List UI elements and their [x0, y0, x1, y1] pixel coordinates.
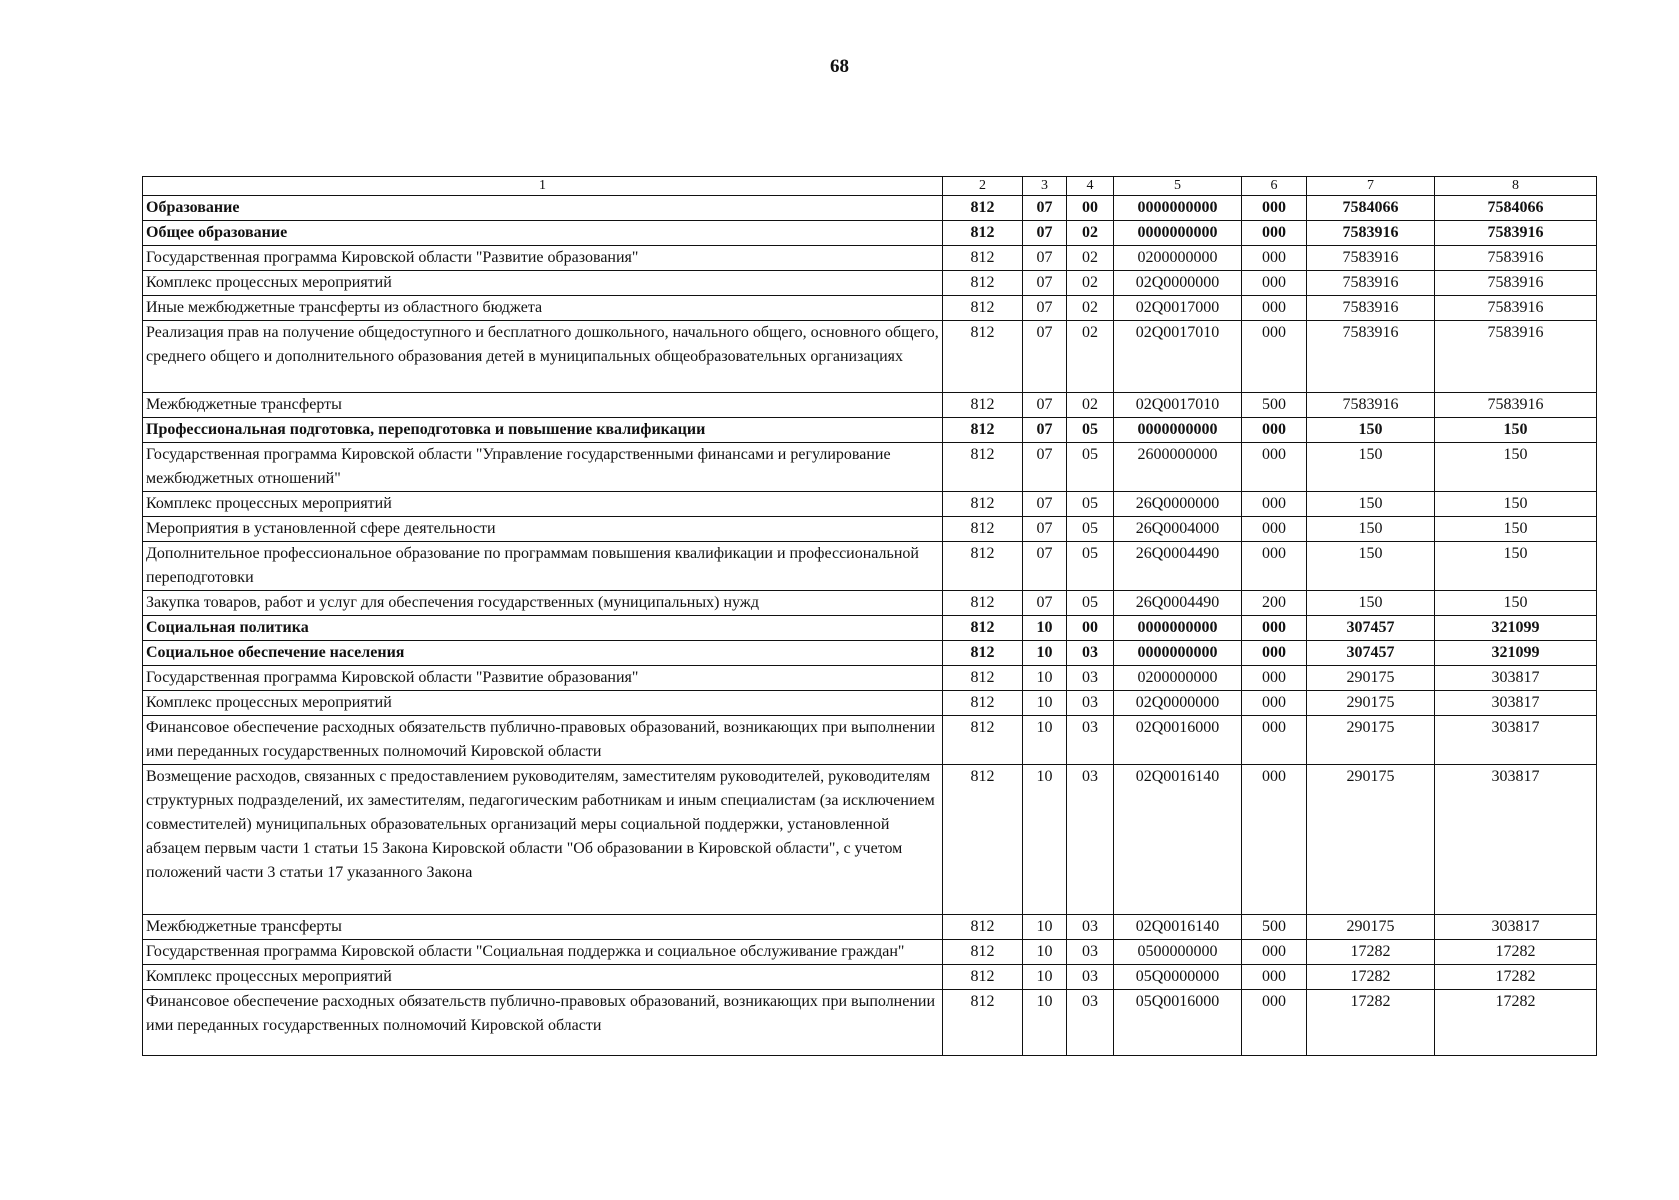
- section-cell: 07: [1023, 591, 1067, 616]
- name-cell: Государственная программа Кировской области "Развитие образования": [143, 246, 943, 271]
- target-article-cell: 0000000000: [1114, 221, 1242, 246]
- target-article-cell: 0000000000: [1114, 641, 1242, 666]
- subsection-cell: 05: [1067, 542, 1114, 591]
- amount-year2-cell: 321099: [1435, 616, 1597, 641]
- amount-year2-cell: 303817: [1435, 765, 1597, 915]
- subsection-cell: 02: [1067, 271, 1114, 296]
- target-article-cell: 26Q0000000: [1114, 492, 1242, 517]
- header-cell: 6: [1242, 177, 1307, 196]
- amount-year1-cell: 290175: [1307, 716, 1435, 765]
- amount-year1-cell: 150: [1307, 591, 1435, 616]
- name-cell: Закупка товаров, работ и услуг для обеспечения государственных (муниципальных) нужд: [143, 591, 943, 616]
- section-cell: 07: [1023, 296, 1067, 321]
- amount-year1-cell: 7583916: [1307, 221, 1435, 246]
- header-cell: 4: [1067, 177, 1114, 196]
- amount-year2-cell: 303817: [1435, 666, 1597, 691]
- target-article-cell: 2600000000: [1114, 443, 1242, 492]
- name-cell: Дополнительное профессиональное образование по программам повышения квалификации и профессиональной переподготовки: [143, 542, 943, 591]
- target-article-cell: 0500000000: [1114, 940, 1242, 965]
- expense-type-cell: 500: [1242, 393, 1307, 418]
- table-row: [143, 321, 1597, 393]
- ministry-code-cell: 812: [943, 443, 1023, 492]
- name-cell: Иные межбюджетные трансферты из областного бюджета: [143, 296, 943, 321]
- target-article-cell: 26Q0004490: [1114, 542, 1242, 591]
- subsection-cell: 03: [1067, 716, 1114, 765]
- target-article-cell: 02Q0016140: [1114, 765, 1242, 915]
- section-cell: 10: [1023, 641, 1067, 666]
- subsection-cell: 03: [1067, 940, 1114, 965]
- ministry-code-cell: 812: [943, 641, 1023, 666]
- target-article-cell: 0200000000: [1114, 666, 1242, 691]
- name-cell: Государственная программа Кировской области "Социальная поддержка и социальное обслуживание граждан": [143, 940, 943, 965]
- amount-year1-cell: 150: [1307, 418, 1435, 443]
- ministry-code-cell: 812: [943, 221, 1023, 246]
- header-cell: 3: [1023, 177, 1067, 196]
- expense-type-cell: 000: [1242, 965, 1307, 990]
- ministry-code-cell: 812: [943, 765, 1023, 915]
- subsection-cell: 03: [1067, 990, 1114, 1056]
- amount-year1-cell: 290175: [1307, 915, 1435, 940]
- amount-year2-cell: 150: [1435, 517, 1597, 542]
- section-cell: 07: [1023, 517, 1067, 542]
- ministry-code-cell: 812: [943, 418, 1023, 443]
- ministry-code-cell: 812: [943, 591, 1023, 616]
- target-article-cell: 0200000000: [1114, 246, 1242, 271]
- target-article-cell: 0000000000: [1114, 616, 1242, 641]
- subsection-cell: 02: [1067, 296, 1114, 321]
- amount-year2-cell: 7583916: [1435, 393, 1597, 418]
- name-cell: Межбюджетные трансферты: [143, 393, 943, 418]
- header-row: [143, 177, 1597, 196]
- subsection-cell: 02: [1067, 221, 1114, 246]
- amount-year1-cell: 7583916: [1307, 246, 1435, 271]
- amount-year2-cell: 150: [1435, 418, 1597, 443]
- table-row: [143, 517, 1597, 542]
- table-row: [143, 196, 1597, 221]
- name-cell: Мероприятия в установленной сфере деятельности: [143, 517, 943, 542]
- section-cell: 10: [1023, 965, 1067, 990]
- name-cell: Государственная программа Кировской области "Развитие образования": [143, 666, 943, 691]
- target-article-cell: 02Q0016000: [1114, 716, 1242, 765]
- name-cell: Возмещение расходов, связанных с предоставлением руководителям, заместителям руководителей, руководителям структурных подразделений, их заместителям, педагогическим работникам и иным специалистам (за исключением совместителей) муниципальных образовательных организаций меры социальной поддержки, установленной абзацем первым части 1 статьи 15 Закона Кировской области "Об образовании в Кировской области", с учетом положений части 3 статьи 17 указанного Закона: [143, 765, 943, 915]
- section-cell: 07: [1023, 418, 1067, 443]
- table-row: [143, 418, 1597, 443]
- name-cell: Общее образование: [143, 221, 943, 246]
- table-row: [143, 990, 1597, 1056]
- expense-type-cell: 000: [1242, 246, 1307, 271]
- name-cell: Образование: [143, 196, 943, 221]
- table-row: [143, 915, 1597, 940]
- target-article-cell: 02Q0000000: [1114, 271, 1242, 296]
- section-cell: 10: [1023, 616, 1067, 641]
- amount-year1-cell: 150: [1307, 443, 1435, 492]
- amount-year1-cell: 7583916: [1307, 296, 1435, 321]
- ministry-code-cell: 812: [943, 915, 1023, 940]
- amount-year2-cell: 17282: [1435, 940, 1597, 965]
- section-cell: 07: [1023, 221, 1067, 246]
- name-cell: Комплекс процессных мероприятий: [143, 271, 943, 296]
- name-cell: Государственная программа Кировской области "Управление государственными финансами и регулирование межбюджетных отношений": [143, 443, 943, 492]
- section-cell: 07: [1023, 196, 1067, 221]
- subsection-cell: 05: [1067, 418, 1114, 443]
- amount-year2-cell: 150: [1435, 492, 1597, 517]
- section-cell: 07: [1023, 393, 1067, 418]
- target-article-cell: 0000000000: [1114, 418, 1242, 443]
- name-cell: Финансовое обеспечение расходных обязательств публично-правовых образований, возникающих при выполнении ими переданных государственных полномочий Кировской области: [143, 716, 943, 765]
- target-article-cell: 02Q0017010: [1114, 393, 1242, 418]
- subsection-cell: 03: [1067, 765, 1114, 915]
- amount-year2-cell: 7583916: [1435, 246, 1597, 271]
- ministry-code-cell: 812: [943, 321, 1023, 393]
- amount-year1-cell: 307457: [1307, 641, 1435, 666]
- amount-year2-cell: 150: [1435, 591, 1597, 616]
- amount-year2-cell: 7583916: [1435, 321, 1597, 393]
- ministry-code-cell: 812: [943, 666, 1023, 691]
- section-cell: 07: [1023, 492, 1067, 517]
- amount-year1-cell: 290175: [1307, 765, 1435, 915]
- subsection-cell: 02: [1067, 393, 1114, 418]
- budget-table: [142, 176, 1597, 1056]
- header-cell: 1: [143, 177, 943, 196]
- subsection-cell: 05: [1067, 517, 1114, 542]
- expense-type-cell: 000: [1242, 517, 1307, 542]
- subsection-cell: 03: [1067, 641, 1114, 666]
- ministry-code-cell: 812: [943, 616, 1023, 641]
- ministry-code-cell: 812: [943, 691, 1023, 716]
- header-cell: 5: [1114, 177, 1242, 196]
- expense-type-cell: 000: [1242, 641, 1307, 666]
- expense-type-cell: 000: [1242, 542, 1307, 591]
- table-row: [143, 443, 1597, 492]
- expense-type-cell: 000: [1242, 221, 1307, 246]
- expense-type-cell: 000: [1242, 691, 1307, 716]
- ministry-code-cell: 812: [943, 517, 1023, 542]
- table-row: [143, 271, 1597, 296]
- expense-type-cell: 000: [1242, 296, 1307, 321]
- target-article-cell: 02Q0017000: [1114, 296, 1242, 321]
- target-article-cell: 02Q0000000: [1114, 691, 1242, 716]
- expense-type-cell: 000: [1242, 492, 1307, 517]
- amount-year1-cell: 290175: [1307, 691, 1435, 716]
- table-header: [143, 177, 1597, 196]
- amount-year2-cell: 303817: [1435, 915, 1597, 940]
- header-cell: 8: [1435, 177, 1597, 196]
- name-cell: Комплекс процессных мероприятий: [143, 691, 943, 716]
- amount-year1-cell: 17282: [1307, 990, 1435, 1056]
- ministry-code-cell: 812: [943, 940, 1023, 965]
- target-article-cell: 02Q0017010: [1114, 321, 1242, 393]
- amount-year2-cell: 303817: [1435, 691, 1597, 716]
- section-cell: 07: [1023, 246, 1067, 271]
- target-article-cell: 0000000000: [1114, 196, 1242, 221]
- amount-year1-cell: 17282: [1307, 940, 1435, 965]
- ministry-code-cell: 812: [943, 393, 1023, 418]
- subsection-cell: 03: [1067, 691, 1114, 716]
- subsection-cell: 00: [1067, 196, 1114, 221]
- table-row: [143, 221, 1597, 246]
- amount-year2-cell: 7583916: [1435, 271, 1597, 296]
- page-number: 68: [830, 56, 849, 77]
- ministry-code-cell: 812: [943, 965, 1023, 990]
- section-cell: 07: [1023, 271, 1067, 296]
- amount-year2-cell: 7584066: [1435, 196, 1597, 221]
- amount-year1-cell: 7584066: [1307, 196, 1435, 221]
- table-row: [143, 591, 1597, 616]
- table-row: [143, 616, 1597, 641]
- amount-year2-cell: 7583916: [1435, 221, 1597, 246]
- target-article-cell: 02Q0016140: [1114, 915, 1242, 940]
- expense-type-cell: 000: [1242, 418, 1307, 443]
- expense-type-cell: 000: [1242, 271, 1307, 296]
- table-row: [143, 965, 1597, 990]
- name-cell: Комплекс процессных мероприятий: [143, 965, 943, 990]
- section-cell: 10: [1023, 691, 1067, 716]
- amount-year1-cell: 17282: [1307, 965, 1435, 990]
- subsection-cell: 05: [1067, 492, 1114, 517]
- ministry-code-cell: 812: [943, 716, 1023, 765]
- expense-type-cell: 000: [1242, 990, 1307, 1056]
- amount-year2-cell: 17282: [1435, 965, 1597, 990]
- subsection-cell: 02: [1067, 321, 1114, 393]
- section-cell: 10: [1023, 716, 1067, 765]
- subsection-cell: 05: [1067, 443, 1114, 492]
- amount-year1-cell: 7583916: [1307, 393, 1435, 418]
- name-cell: Социальная политика: [143, 616, 943, 641]
- section-cell: 07: [1023, 321, 1067, 393]
- section-cell: 10: [1023, 765, 1067, 915]
- expense-type-cell: 200: [1242, 591, 1307, 616]
- amount-year1-cell: 150: [1307, 517, 1435, 542]
- ministry-code-cell: 812: [943, 542, 1023, 591]
- table-body: [143, 196, 1597, 1056]
- ministry-code-cell: 812: [943, 296, 1023, 321]
- name-cell: Финансовое обеспечение расходных обязательств публично-правовых образований, возникающих при выполнении ими переданных государственных полномочий Кировской области: [143, 990, 943, 1056]
- expense-type-cell: 000: [1242, 616, 1307, 641]
- table-row: [143, 691, 1597, 716]
- section-cell: 10: [1023, 990, 1067, 1056]
- table-row: [143, 492, 1597, 517]
- section-cell: 10: [1023, 666, 1067, 691]
- subsection-cell: 03: [1067, 915, 1114, 940]
- table-row: [143, 393, 1597, 418]
- section-cell: 10: [1023, 940, 1067, 965]
- expense-type-cell: 000: [1242, 443, 1307, 492]
- ministry-code-cell: 812: [943, 196, 1023, 221]
- name-cell: Профессиональная подготовка, переподготовка и повышение квалификации: [143, 418, 943, 443]
- subsection-cell: 03: [1067, 965, 1114, 990]
- ministry-code-cell: 812: [943, 492, 1023, 517]
- expense-type-cell: 000: [1242, 765, 1307, 915]
- table-row: [143, 542, 1597, 591]
- table-row: [143, 666, 1597, 691]
- target-article-cell: 05Q0016000: [1114, 990, 1242, 1056]
- table-row: [143, 641, 1597, 666]
- table-row: [143, 716, 1597, 765]
- name-cell: Комплекс процессных мероприятий: [143, 492, 943, 517]
- ministry-code-cell: 812: [943, 246, 1023, 271]
- expense-type-cell: 000: [1242, 321, 1307, 393]
- expense-type-cell: 000: [1242, 716, 1307, 765]
- amount-year2-cell: 303817: [1435, 716, 1597, 765]
- subsection-cell: 03: [1067, 666, 1114, 691]
- section-cell: 10: [1023, 915, 1067, 940]
- section-cell: 07: [1023, 443, 1067, 492]
- amount-year1-cell: 290175: [1307, 666, 1435, 691]
- subsection-cell: 05: [1067, 591, 1114, 616]
- amount-year2-cell: 7583916: [1435, 296, 1597, 321]
- expense-type-cell: 500: [1242, 915, 1307, 940]
- amount-year1-cell: 307457: [1307, 616, 1435, 641]
- expense-type-cell: 000: [1242, 196, 1307, 221]
- target-article-cell: 26Q0004000: [1114, 517, 1242, 542]
- ministry-code-cell: 812: [943, 990, 1023, 1056]
- expense-type-cell: 000: [1242, 940, 1307, 965]
- table-row: [143, 246, 1597, 271]
- header-cell: 2: [943, 177, 1023, 196]
- name-cell: Межбюджетные трансферты: [143, 915, 943, 940]
- section-cell: 07: [1023, 542, 1067, 591]
- expense-type-cell: 000: [1242, 666, 1307, 691]
- amount-year2-cell: 17282: [1435, 990, 1597, 1056]
- target-article-cell: 26Q0004490: [1114, 591, 1242, 616]
- name-cell: Реализация прав на получение общедоступного и бесплатного дошкольного, начального общего, основного общего, среднего общего и дополнительного образования детей в муниципальных общеобразовательных организациях: [143, 321, 943, 393]
- table-row: [143, 765, 1597, 915]
- ministry-code-cell: 812: [943, 271, 1023, 296]
- amount-year2-cell: 150: [1435, 443, 1597, 492]
- table-row: [143, 296, 1597, 321]
- name-cell: Социальное обеспечение населения: [143, 641, 943, 666]
- amount-year1-cell: 7583916: [1307, 271, 1435, 296]
- amount-year2-cell: 321099: [1435, 641, 1597, 666]
- amount-year1-cell: 150: [1307, 542, 1435, 591]
- amount-year1-cell: 7583916: [1307, 321, 1435, 393]
- target-article-cell: 05Q0000000: [1114, 965, 1242, 990]
- subsection-cell: 00: [1067, 616, 1114, 641]
- header-cell: 7: [1307, 177, 1435, 196]
- amount-year2-cell: 150: [1435, 542, 1597, 591]
- subsection-cell: 02: [1067, 246, 1114, 271]
- amount-year1-cell: 150: [1307, 492, 1435, 517]
- table-row: [143, 940, 1597, 965]
